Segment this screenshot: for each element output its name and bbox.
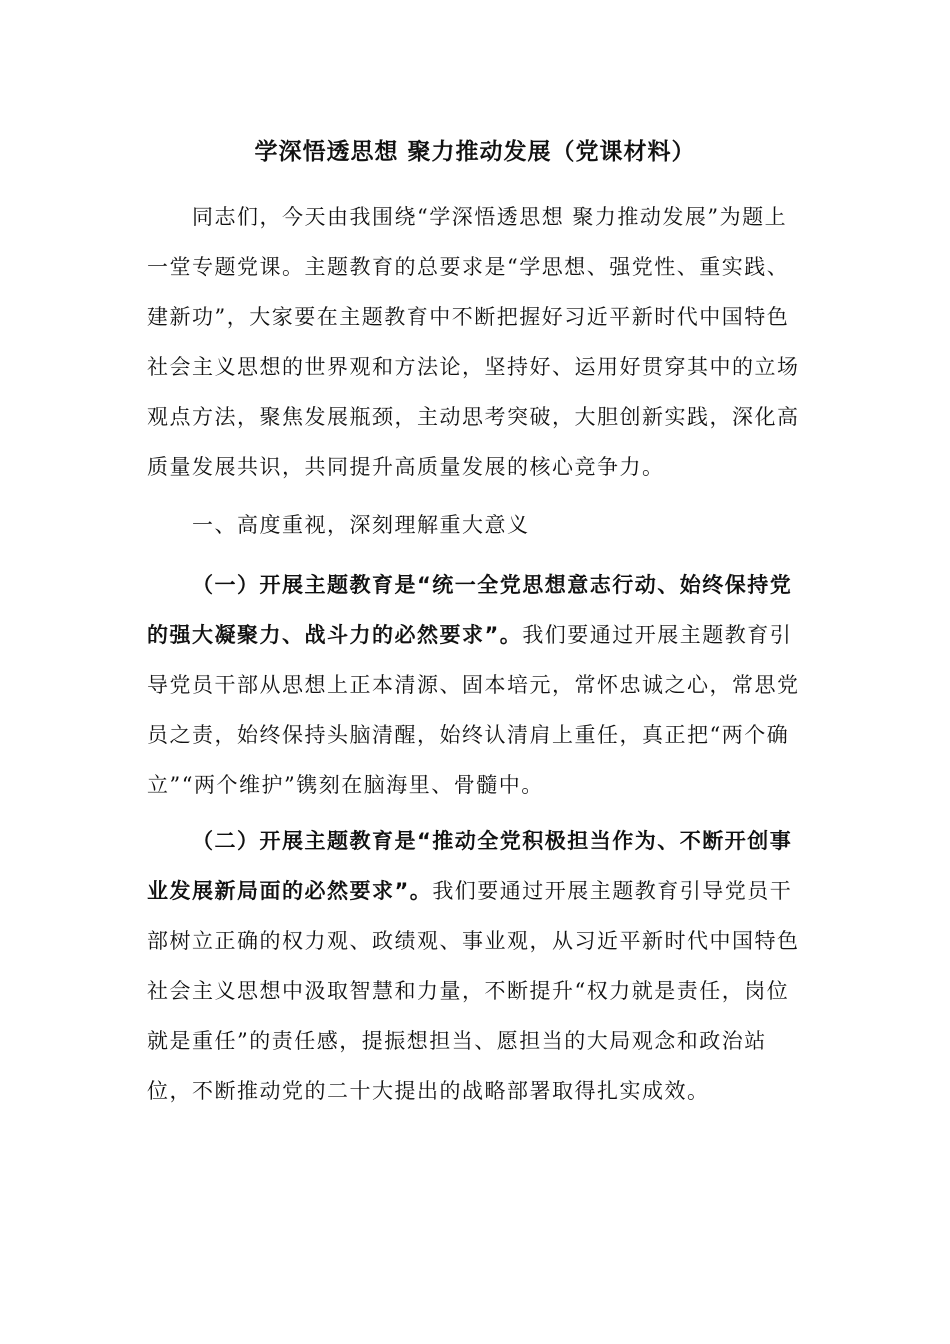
intro-line-2: 一堂专题党课。主题教育的总要求是“学思想、强党性、重实践、 — [147, 255, 790, 279]
sub2-line-5: 就是重任”的责任感，提振想担当、愿担当的大局观念和政治站 — [147, 1029, 767, 1053]
sub1-line-2 — [147, 615, 807, 655]
sub1-line-2-text: 我们要通过开展主题教育引 — [522, 623, 793, 647]
sub2-heading-line-1: （二）开展主题教育是“推动全党积极担当作为、不断开创事 — [192, 829, 793, 853]
sub1-line-3: 导党员干部从思想上正本清源、固本培元，常怀忠诚之心，常思党 — [147, 673, 800, 697]
section-heading: 一、高度重视，深刻理解重大意义 — [192, 513, 530, 537]
sub2-line-2-text: 我们要通过开展主题教育引导党员干 — [432, 879, 793, 903]
document-title: 学深悟透思想 聚力推动发展（党课材料） — [254, 139, 696, 165]
intro-line-5: 观点方法，聚焦发展瓶颈，主动思考突破，大胆创新实践，深化高 — [147, 405, 800, 429]
sub2-heading-line-2: 业发展新局面的必然要求”。 — [147, 879, 433, 903]
sub2-line-4: 社会主义思想中汲取智慧和力量，不断提升“权力就是责任，岗位 — [147, 979, 790, 1003]
intro-line-6: 质量发展共识，共同提升高质量发展的核心竞争力。 — [147, 455, 665, 479]
sub2-line-3: 部树立正确的权力观、政绩观、事业观，从习近平新时代中国特色 — [147, 929, 800, 953]
sub1-heading-line-2: 的强大凝聚力、战斗力的必然要求”。 — [147, 623, 523, 647]
sub1-heading-line-1: （一）开展主题教育是“统一全党思想意志行动、始终保持党 — [192, 573, 793, 597]
sub2-line-6: 位，不断推动党的二十大提出的战略部署取得扎实成效。 — [147, 1079, 710, 1103]
intro-line-3: 建新功”，大家要在主题教育中不断把握好习近平新时代中国特色 — [147, 305, 790, 329]
sub1-line-4: 员之责，始终保持头脑清醒，始终认清肩上重任，真正把“两个确 — [147, 723, 790, 747]
intro-line-1: 同志们，今天由我围绕“学深悟透思想 聚力推动发展”为题上 — [192, 205, 788, 229]
intro-line-4: 社会主义思想的世界观和方法论，坚持好、运用好贯穿其中的立场 — [147, 355, 800, 379]
sub1-line-5: 立”“两个维护”镌刻在脑海里、骨髓中。 — [147, 773, 544, 797]
sub2-line-2 — [147, 871, 807, 911]
